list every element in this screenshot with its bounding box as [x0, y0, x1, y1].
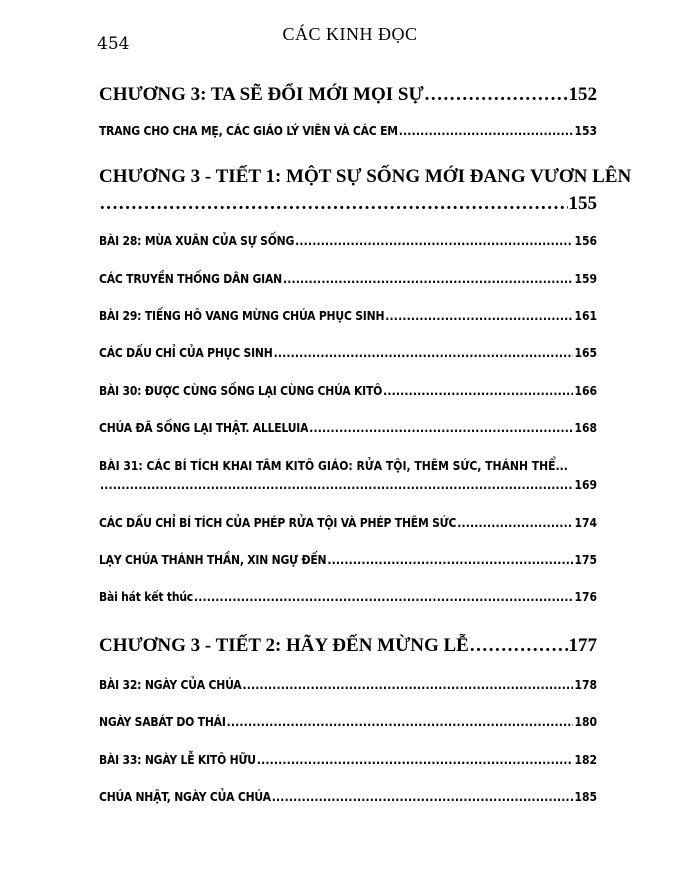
leader-dots: [100, 193, 568, 215]
toc-entry[interactable]: [99, 309, 597, 323]
toc-page: 152: [568, 84, 597, 105]
toc-chapter-heading-continuation[interactable]: [99, 193, 597, 215]
toc-entry[interactable]: [99, 553, 597, 567]
toc-label: BÀI 28: MÙA XUÂN CỦA SỰ SỐNG: [99, 234, 295, 248]
leader-dots: [194, 590, 573, 604]
toc-label: BÀI 30: ĐƯỢC CÙNG SỐNG LẠI CÙNG CHÚA KITÔ: [99, 384, 383, 398]
toc-page: 175: [574, 553, 597, 567]
toc-entry[interactable]: [99, 790, 597, 804]
toc-page: 161: [574, 309, 597, 323]
leader-dots: [272, 790, 574, 804]
leader-dots: [327, 553, 573, 567]
toc-label: LẠY CHÚA THÁNH THẦN, XIN NGỰ ĐẾN: [99, 553, 327, 567]
toc-label: CHƯƠNG 3 - TIẾT 2: HÃY ĐẾN MỪNG LỄ: [99, 635, 469, 656]
toc-label: NGÀY SABÁT DO THÁI: [99, 715, 226, 729]
toc-page: 156: [574, 234, 597, 248]
toc-page: 178: [574, 678, 597, 692]
toc-label: CHÚA ĐÃ SỐNG LẠI THẬT. ALLELUIA: [99, 421, 309, 435]
leader-dots: [283, 272, 573, 286]
toc-entry[interactable]: [99, 715, 597, 729]
toc-chapter-heading[interactable]: [99, 166, 631, 188]
leader-dots: [399, 124, 574, 138]
leader-dots: [242, 678, 573, 692]
toc-label: BÀI 29: TIẾNG HÔ VANG MỪNG CHÚA PHỤC SINH: [99, 309, 385, 323]
toc-label: BÀI 32: NGÀY CỦA CHÚA: [99, 678, 242, 692]
toc-label: CÁC TRUYỀN THỐNG DÂN GIAN: [99, 272, 282, 286]
toc-page: 180: [574, 715, 597, 729]
toc-entry[interactable]: [99, 346, 597, 360]
toc-entry[interactable]: [99, 753, 597, 767]
toc-chapter-heading[interactable]: [99, 84, 597, 106]
leader-dots: [100, 478, 573, 492]
toc-page: 169: [574, 478, 597, 492]
leader-dots: [274, 346, 574, 360]
toc-label: Bài hát kết thúc: [99, 590, 194, 604]
toc-label: CHÚA NHẬT, NGÀY CỦA CHÚA: [99, 790, 271, 804]
toc-page: 155: [568, 193, 597, 214]
toc-label: CÁC DẤU CHỈ CỦA PHỤC SINH: [99, 346, 273, 360]
toc-entry[interactable]: [99, 678, 597, 692]
toc-label: CHƯƠNG 3 - TIẾT 1: MỘT SỰ SỐNG MỚI ĐANG VƯƠN LÊN: [99, 166, 632, 187]
toc-page: 159: [574, 272, 597, 286]
leader-dots: [295, 234, 573, 248]
leader-dots: [470, 635, 568, 657]
toc-label: CHƯƠNG 3: TA SẼ ĐỔI MỚI MỌI SỰ: [99, 84, 424, 105]
toc-label: CÁC DẤU CHỈ BÍ TÍCH CỦA PHÉP RỬA TỘI VÀ PHÉP THÊM SỨC: [99, 516, 457, 530]
toc-page: 153: [574, 124, 597, 138]
leader-dots: [257, 753, 574, 767]
toc-page: 182: [574, 753, 597, 767]
running-header: CÁC KINH ĐỌC: [282, 24, 418, 44]
toc-label: BÀI 31: CÁC BÍ TÍCH KHAI TÂM KITÔ GIÁO: RỬA TỘI, THÊM SỨC, THÁNH THỂ...: [99, 459, 568, 473]
toc-entry[interactable]: [99, 124, 597, 138]
toc-entry[interactable]: [99, 516, 597, 530]
toc-page: 174: [574, 516, 597, 530]
page-number: 454: [97, 34, 130, 54]
leader-dots: [385, 309, 573, 323]
leader-dots: [425, 84, 568, 106]
toc-entry[interactable]: [99, 384, 597, 398]
leader-dots: [227, 715, 574, 729]
toc-entry[interactable]: [99, 234, 597, 248]
toc-page: 185: [574, 790, 597, 804]
toc-page: 168: [574, 421, 597, 435]
toc-chapter-heading[interactable]: [99, 635, 597, 657]
toc-page: 165: [574, 346, 597, 360]
toc-entry[interactable]: [99, 459, 568, 473]
toc-entry[interactable]: [99, 590, 597, 604]
leader-dots: [309, 421, 573, 435]
toc-entry[interactable]: [99, 421, 597, 435]
toc-label: TRANG CHO CHA MẸ, CÁC GIÁO LÝ VIÊN VÀ CÁC EM: [99, 124, 398, 138]
toc-entry-continuation[interactable]: [99, 478, 597, 492]
leader-dots: [383, 384, 573, 398]
toc-page: 177: [568, 635, 597, 656]
toc-label: BÀI 33: NGÀY LỄ KITÔ HỮU: [99, 753, 256, 767]
toc-entry[interactable]: [99, 272, 597, 286]
toc-page: 176: [574, 590, 597, 604]
toc-page: 166: [574, 384, 597, 398]
leader-dots: [457, 516, 573, 530]
